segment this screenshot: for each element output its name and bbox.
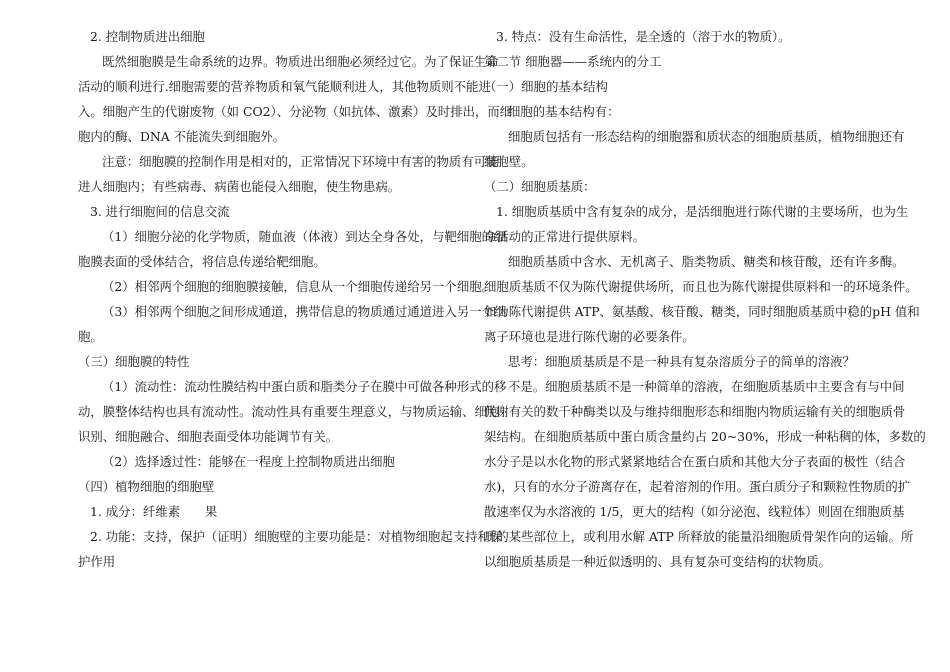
text-line: 细胞质基质不仅为陈代谢提供场所，而且也为陈代谢提供原料和一的环境条件。	[484, 279, 918, 294]
text-line: 2. 控制物质进出细胞	[90, 29, 205, 44]
text-line: 细胞质基质中含水、无机离子、脂类物质、糖类和核苷酸，还有许多酶。	[508, 254, 905, 269]
text-line: 护作用	[78, 554, 116, 569]
text-line: （1）细胞分泌的化学物质，随血液（体液）到达全身各处，与靶细胞的细	[102, 229, 507, 244]
text-line: 既然细胞膜是生命系统的边界。物质进出细胞必须经过它。为了保证生命	[102, 54, 499, 69]
text-line: 以细胞质基质是一种近似透明的、具有复杂可变结构的状物质。	[484, 554, 831, 569]
text-line: （四）植物细胞的细胞壁	[78, 479, 215, 494]
text-line: 进人细胞内；有些病毒、病菌也能侵入细胞，使生物患病。	[78, 179, 401, 194]
text-line: 离子环境也是进行陈代谢的必要条件。	[484, 329, 695, 344]
text-line: 水分子是以水化物的形式紧紧地结合在蛋白质和其他大分子表面的极性（结合	[484, 454, 906, 469]
text-line: 入。细胞产生的代谢废物（如 CO2）、分泌物（如抗体、激素）及时排出，而细	[78, 104, 513, 119]
text-line: 胞。	[78, 329, 103, 344]
text-line: 第二节 细胞器——系统内的分工	[484, 54, 662, 69]
text-line: 命活动的正常进行提供原料。	[484, 229, 646, 244]
text-line: 质的某些部位上，或利用水解 ATP 所释放的能量沿细胞质骨架作向的运输。所	[484, 529, 914, 544]
right-column	[484, 24, 926, 574]
text-line: 散速率仅为水溶液的 1/5，更大的结构（如分泌泡、线粒体）则固在细胞质基	[484, 504, 905, 519]
text-line: 思考：细胞质基质是不是一种具有复杂溶质分子的简单的溶液？	[508, 354, 855, 369]
text-line: 1. 细胞质基质中含有复杂的成分，是活细胞进行陈代谢的主要场所，也为生	[496, 204, 909, 219]
text-line: 1. 成分：纤维素 果	[90, 504, 218, 519]
text-line: 胞膜表面的受体结合，将信息传递给靶细胞。	[78, 254, 326, 269]
text-line: 如为陈代谢提供 ATP、氨基酸、核苷酸、糖类，同时细胞质基质中稳的pH 值和	[484, 304, 920, 319]
text-line: 架结构。在细胞质基质中蛋白质含量约占 20~30%，形成一种粘稠的体，多数的	[484, 429, 926, 444]
text-line: 细胞壁。	[484, 154, 534, 169]
text-line: （2）相邻两个细胞的细胞膜接触，信息从一个细胞传递给另一个细胞。	[102, 279, 494, 294]
text-line: 识别、细胞融合、细胞表面受体功能调节有关。	[78, 429, 339, 444]
text-line: （2）选择透过性：能够在一程度上控制物质进出细胞	[102, 454, 395, 469]
text-line: 动，膜整体结构也具有流动性。流动性具有重要生理意义，与物质运输、细胞	[78, 404, 500, 419]
text-line: 胞内的酶、DNA 不能流失到细胞外。	[78, 129, 286, 144]
text-line: （一）细胞的基本结构	[484, 79, 608, 94]
text-line: 细胞的基本结构有：	[508, 104, 620, 119]
text-line: 代谢有关的数千种酶类以及与维持细胞形态和细胞内物质运输有关的细胞质骨	[484, 404, 906, 419]
text-line: （1）流动性：流动性膜结构中蛋白质和脂类分子在膜中可做各种形式的移	[102, 379, 507, 394]
text-line: 3. 特点：没有生命活性，是全透的（溶于水的物质）。	[496, 29, 791, 44]
text-line: 活动的顺利进行.细胞需要的营养物质和氧气能顺利进人，其他物质则不能进	[78, 79, 491, 94]
text-line: 水)，只有的水分子游离存在，起着溶剂的作用。蛋白质分子和颗粒性物质的扩	[484, 479, 911, 494]
text-line: （三）细胞膜的特性	[78, 354, 190, 369]
text-line: 注意：细胞膜的控制作用是相对的，正常情况下环境中有害的物质有可能	[102, 154, 499, 169]
text-line: 2. 功能：支持，保护（证明）细胞壁的主要功能是：对植物细胞起支持和保	[90, 529, 503, 544]
text-line: （3）相邻两个细胞之间形成通道，携带信息的物质通过通道进入另一个细	[102, 304, 507, 319]
text-line: （二）细胞质基质：	[484, 179, 596, 194]
left-column	[78, 24, 513, 574]
text-line: 不是。细胞质基质不是一种简单的溶液，在细胞质基质中主要含有与中间	[508, 379, 905, 394]
text-line: 细胞质包括有一形态结构的细胞器和质状态的细胞质基质，植物细胞还有	[508, 129, 905, 144]
text-line: 3. 进行细胞间的信息交流	[90, 204, 230, 219]
